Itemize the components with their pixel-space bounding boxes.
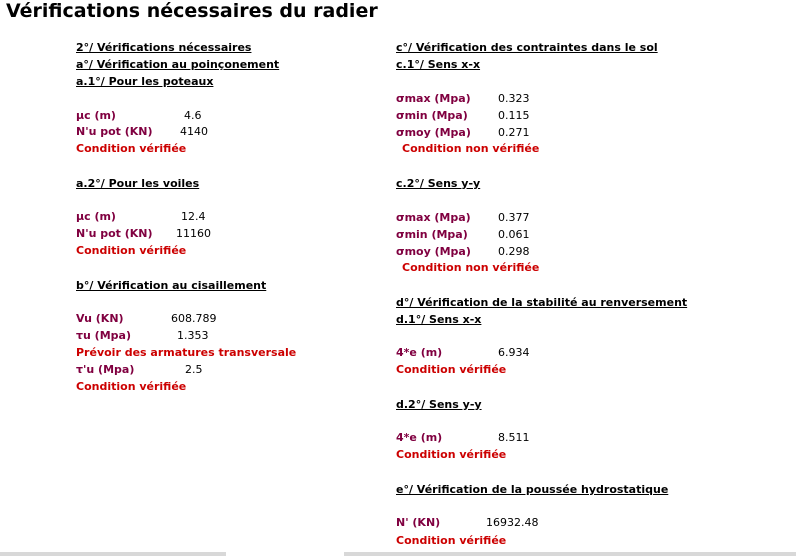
e-status: Condition vérifiée	[396, 534, 507, 547]
a2-nu-label: N'u pot (KN)	[76, 227, 153, 240]
b-vu-value: 608.789	[171, 312, 217, 325]
section-a1-heading: a.1°/ Pour les poteaux	[76, 75, 214, 88]
c2-min-label: σmin (Mpa)	[396, 228, 468, 241]
a1-status: Condition vérifiée	[76, 142, 187, 155]
b-tpu-value: 2.5	[185, 363, 203, 376]
e-value: 16932.48	[486, 516, 539, 529]
b-tu-label: τu (Mpa)	[76, 329, 131, 342]
section-d1-heading: d.1°/ Sens x-x	[396, 313, 482, 326]
c1-moy-label: σmoy (Mpa)	[396, 126, 471, 139]
section-d2-heading: d.2°/ Sens y-y	[396, 398, 482, 411]
e-label: N' (KN)	[396, 516, 441, 529]
b-tpu-label: τ'u (Mpa)	[76, 363, 135, 376]
bottom-divider-left	[0, 552, 226, 556]
section-2-heading: 2°/ Vérifications nécessaires	[76, 41, 252, 54]
d2-status: Condition vérifiée	[396, 448, 507, 461]
a1-nu-label: N'u pot (KN)	[76, 125, 153, 138]
d2-label: 4*e (m)	[396, 431, 443, 444]
c1-max-label: σmax (Mpa)	[396, 92, 471, 105]
d2-value: 8.511	[498, 431, 530, 444]
section-a2-heading: a.2°/ Pour les voiles	[76, 177, 200, 190]
d1-label: 4*e (m)	[396, 346, 443, 359]
d1-status: Condition vérifiée	[396, 363, 507, 376]
b-tu-value: 1.353	[177, 329, 209, 342]
c2-max-label: σmax (Mpa)	[396, 211, 471, 224]
section-c2-heading: c.2°/ Sens y-y	[396, 177, 481, 190]
a1-uc-value: 4.6	[184, 109, 202, 122]
section-d-heading: d°/ Vérification de la stabilité au renversement	[396, 296, 688, 309]
c2-max-value: 0.377	[498, 211, 530, 224]
section-c-heading: c°/ Vérification des contraintes dans le sol	[396, 41, 658, 54]
d1-value: 6.934	[498, 346, 530, 359]
a2-nu-value: 11160	[176, 227, 211, 240]
c2-moy-label: σmoy (Mpa)	[396, 245, 471, 258]
c1-moy-value: 0.271	[498, 126, 530, 139]
c2-moy-value: 0.298	[498, 245, 530, 258]
a2-uc-value: 12.4	[181, 210, 206, 223]
c1-min-value: 0.115	[498, 109, 530, 122]
b-status: Condition vérifiée	[76, 380, 187, 393]
a2-status: Condition vérifiée	[76, 244, 187, 257]
c1-min-label: σmin (Mpa)	[396, 109, 468, 122]
a1-nu-value: 4140	[180, 125, 208, 138]
section-e-heading: e°/ Vérification de la poussée hydrostatique	[396, 483, 669, 496]
section-a-heading: a°/ Vérification au poinçonement	[76, 58, 280, 71]
a1-uc-label: µc (m)	[76, 109, 116, 122]
a2-uc-label: µc (m)	[76, 210, 116, 223]
c2-status: Condition non vérifiée	[402, 261, 540, 274]
page-title: Vérifications nécessaires du radier	[6, 0, 378, 22]
section-c1-heading: c.1°/ Sens x-x	[396, 58, 481, 71]
c2-min-value: 0.061	[498, 228, 530, 241]
c1-status: Condition non vérifiée	[402, 142, 540, 155]
bottom-divider-right	[344, 552, 796, 556]
section-b-heading: b°/ Vérification au cisaillement	[76, 279, 267, 292]
b-vu-label: Vu (KN)	[76, 312, 124, 325]
c1-max-value: 0.323	[498, 92, 530, 105]
b-warning: Prévoir des armatures transversale	[76, 346, 297, 359]
